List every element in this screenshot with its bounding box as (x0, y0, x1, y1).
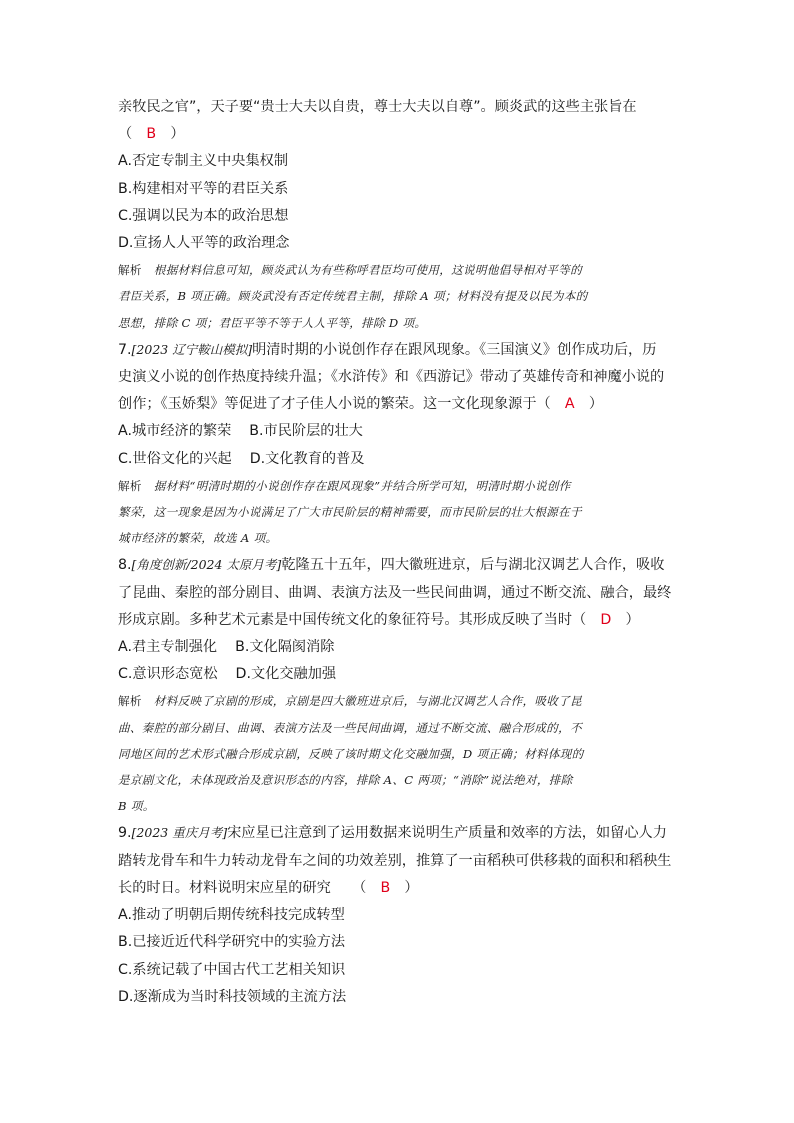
option: C.世俗文化的兴起 (118, 450, 232, 467)
question-stem-text: 长的时日。材料说明宋应星的研究 （ (118, 879, 381, 896)
document-page (118, 94, 678, 1011)
option: C.意识形态宽松 (118, 666, 218, 683)
explanation-text: 材料反映了京剧的形成，京剧是四大徽班进京后，与湖北汉调艺人合作，吸收了昆 (153, 694, 582, 709)
question-stem-text: 宋应星已注意到了运用数据来说明生产质量和效率的方法，如留心人力 (227, 825, 667, 842)
explanation-line: 思想，排除 C 项；君臣平等不等于人人平等，排除 D 项。 (118, 315, 427, 330)
option: D.逐渐成为当时科技领域的主流方法 (118, 988, 347, 1005)
option: A.推动了明朝后期传统科技完成转型 (118, 907, 345, 924)
explanation-text: 根据材料信息可知，顾炎武认为有些称呼君臣均可使用，这说明他倡导相对平等的 (153, 263, 582, 278)
explanation-label: 解析 (118, 694, 142, 709)
question-stem-line (118, 607, 678, 634)
question-stem-line: 史演义小说的创作热度持续升温；《水浒传》和《西游记》带动了英雄传奇和神魔小说的 (118, 369, 665, 386)
option: C.强调以民为本的政治思想 (118, 207, 289, 224)
explanation-line: 是京剧文化，未体现政治及意识形态的内容，排除 A、C 两项；“消除”说法绝对，排除 (118, 773, 573, 788)
option-row (118, 446, 678, 473)
question-8 (118, 551, 678, 819)
question-source: [角度创新/2024 太原月考] (131, 557, 282, 573)
option: B.已接近近代科学研究中的实验方法 (118, 934, 346, 951)
question-number: 8. (118, 557, 132, 574)
question-stem-text: 乾隆五十五年，四大徽班进京，后与湖北汉调艺人合作，吸收 (281, 557, 665, 574)
question-stem-line (118, 819, 678, 847)
question-number: 9. (118, 825, 132, 842)
explanation-line: 君臣关系，B 项正确。顾炎武没有否定传统君主制，排除 A 项；材料没有提及以民为本的 (118, 289, 588, 304)
question-stem-text: 创作；《玉娇梨》等促进了才子佳人小说的繁荣。这一文化现象源于（ (118, 396, 565, 413)
explanation-line (118, 688, 678, 714)
option: D.文化教育的普及 (249, 450, 365, 467)
question-source: [2023 辽宁鞍山模拟] (131, 341, 253, 357)
option-row (118, 661, 678, 688)
explanation-line: 繁荣，这一现象是因为小说满足了广大市民阶层的精神需要，而市民阶层的壮大根源在于 (118, 505, 582, 520)
question-6 (118, 94, 678, 336)
explanation-line (118, 257, 678, 283)
option: A.否定专制主义中央集权制 (118, 153, 289, 170)
option: D.宣扬人人平等的政治理念 (118, 235, 290, 252)
explanation-text: 据材料“明清时期的小说创作存在跟风现象”并结合所学可知，明清时期小说创作 (153, 478, 571, 493)
question-stem-line (118, 336, 678, 364)
question-stem-text: 明清时期的小说创作存在跟风现象。《三国演义》创作成功后，历 (252, 341, 657, 358)
answer-choice: B (146, 126, 157, 143)
question-stem-line (118, 875, 678, 902)
option: C.系统记载了中国古代工艺相关知识 (118, 961, 346, 978)
question-stem-line: 了昆曲、秦腔的部分剧目、曲调、表演方法及一些民间曲调，通过不断交流、融合，最终 (118, 584, 672, 601)
option: A.君主专制强化 (118, 639, 218, 656)
option: D.文化交融加强 (235, 666, 337, 683)
answer-choice: D (600, 611, 612, 628)
answer-choice: A (564, 396, 575, 413)
explanation-line: B 项。 (118, 799, 155, 814)
answer-bracket-close: ） (574, 396, 604, 413)
option: B.市民阶层的壮大 (249, 423, 363, 440)
option: B.构建相对平等的君臣关系 (118, 180, 289, 197)
answer-choice: B (380, 879, 391, 896)
question-7 (118, 336, 678, 552)
explanation-line: 城市经济的繁荣，故选 A 项。 (118, 531, 278, 546)
answer-bracket-close: ） (390, 879, 419, 896)
explanation-line (118, 473, 678, 499)
question-stem-line (118, 391, 678, 418)
answer-bracket-close: ） (611, 611, 640, 628)
option-row (118, 418, 678, 445)
answer-line (118, 121, 678, 148)
option: B.文化隔阂消除 (235, 639, 335, 656)
explanation-label: 解析 (118, 263, 142, 278)
explanation-line: 同地区间的艺术形式融合形成京剧，反映了该时期文化交融加强，D 项正确；材料体现的 (118, 746, 584, 761)
question-stem-line: 踏转龙骨车和牛力转动龙骨车之间的功效差别，推算了一亩稻秧可供移栽的面积和稻秧生 (118, 852, 672, 869)
question-stem-text: 形成京剧。多种艺术元素是中国传统文化的象征符号。其形成反映了当时（ (118, 611, 601, 628)
answer-bracket-open: （ (118, 126, 147, 143)
explanation-line: 曲、秦腔的部分剧目、曲调、表演方法及一些民间曲调，通过不断交流、融合形成的，不 (118, 720, 582, 735)
option: A.城市经济的繁荣 (118, 423, 232, 440)
question-9 (118, 819, 678, 1010)
option-row (118, 634, 678, 661)
question-stem-line (118, 551, 678, 579)
explanation-label: 解析 (118, 478, 142, 493)
question-number: 7. (118, 341, 132, 358)
question-source: [2023 重庆月考] (131, 825, 228, 841)
answer-bracket-close: ） (156, 126, 185, 143)
question-stem-line: 亲牧民之官”，天子要“贵士大夫以自贵，尊士大夫以自尊”。顾炎武的这些主张旨在 (118, 99, 637, 115)
